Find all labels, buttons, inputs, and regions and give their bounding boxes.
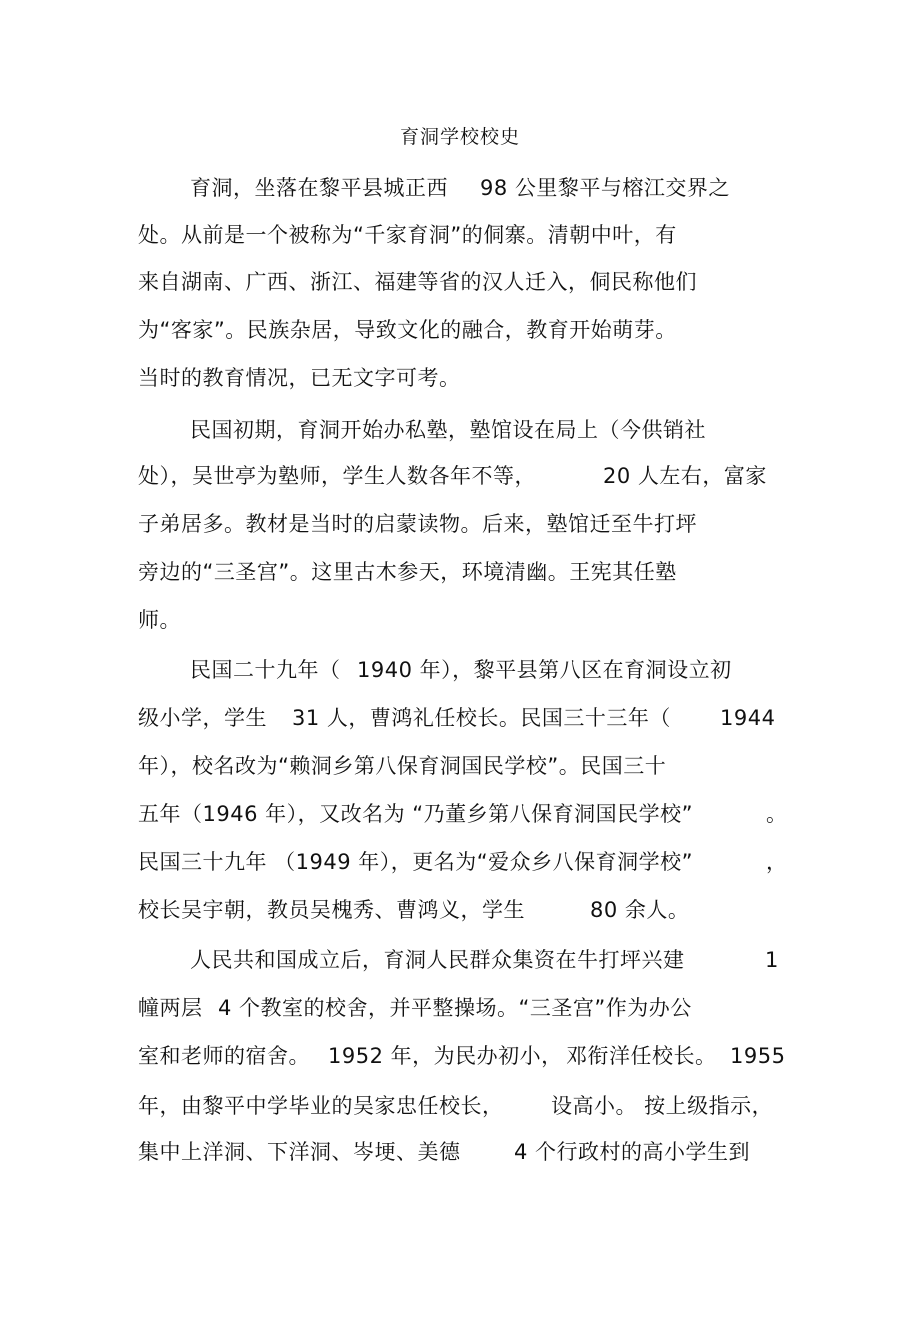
text-segment: 育洞，坐落在黎平县城正西 — [190, 176, 448, 200]
text-segment: 20 人左右，富家 — [603, 464, 767, 488]
text-line — [0, 886, 920, 934]
document-title: 育洞学校校史 — [399, 126, 520, 148]
text-segment: 级小学，学生 — [138, 706, 267, 730]
text-segment: 1955 — [730, 1044, 786, 1068]
text-segment: 集中上洋洞、下洋洞、岑埂、美德 — [138, 1140, 461, 1164]
text-line — [0, 452, 920, 500]
text-line — [0, 984, 920, 1032]
text-segment: 民国二十九年（ — [190, 658, 341, 682]
text-segment: 邓衔洋任校长。 — [566, 1044, 717, 1068]
text-line — [0, 1032, 920, 1080]
text-segment: 校长吴宇朝，教员吴槐秀、曹鸿义，学生 — [138, 898, 525, 922]
text-segment: 处），吴世亭为塾师，学生人数各年不等， — [138, 464, 536, 488]
text-segment: 1940 年），黎平县第八区在育洞设立初 — [357, 658, 732, 682]
text-segment: 室和老师的宿舍。 — [138, 1044, 310, 1068]
text-line — [0, 790, 920, 838]
text-line — [0, 742, 920, 790]
text-line — [0, 694, 920, 742]
text-line — [0, 354, 920, 402]
text-segment: 1944 — [720, 706, 776, 730]
text-line — [0, 258, 920, 306]
text-line — [0, 164, 920, 212]
text-segment: 1 — [765, 948, 779, 972]
text-segment: 旁边的“三圣宫”。这里古木参天，环境清幽。王宪其任塾 — [138, 560, 677, 584]
text-line — [0, 406, 920, 454]
text-line — [0, 936, 920, 984]
text-line — [0, 838, 920, 886]
text-segment: 子弟居多。教材是当时的启蒙读物。后来，塾馆迁至牛打坪 — [138, 512, 697, 536]
text-segment: 1952 年，为民办初小， — [328, 1044, 563, 1068]
text-segment: 当时的教育情况，已无文字可考。 — [138, 366, 461, 390]
text-line — [0, 1128, 920, 1176]
text-segment: 4 个行政村的高小学生到 — [514, 1140, 751, 1164]
text-line — [0, 306, 920, 354]
text-segment: 师。 — [138, 608, 181, 632]
text-segment: 民国三十九年 （1949 年），更名为“爱众乡八保育洞学校” — [138, 850, 694, 874]
text-segment: 幢两层 — [138, 996, 203, 1020]
text-segment: 设高小。 按上级指示， — [551, 1094, 774, 1118]
text-segment: 人民共和国成立后，育洞人民群众集资在牛打坪兴建 — [190, 948, 685, 972]
text-line — [0, 548, 920, 596]
text-line — [0, 596, 920, 644]
text-segment: 为“客家”。民族杂居，导致文化的融合，教育开始萌芽。 — [138, 318, 677, 342]
text-segment: 五年（1946 年），又改名为 “乃董乡第八保育洞国民学校” — [138, 802, 694, 826]
text-segment: 年，由黎平中学毕业的吴家忠任校长， — [138, 1094, 504, 1118]
text-segment: 民国初期，育洞开始办私塾，塾馆设在局上（今供销社 — [190, 418, 706, 442]
text-segment: 4 个教室的校舍，并平整操场。“三圣宫”作为办公 — [218, 996, 692, 1020]
text-line — [0, 500, 920, 548]
text-segment: ， — [766, 850, 788, 874]
text-line — [0, 1082, 920, 1130]
text-line — [0, 646, 920, 694]
text-segment: 来自湖南、广西、浙江、福建等省的汉人迁入，侗民称他们 — [138, 270, 697, 294]
text-segment: 年），校名改为“赖洞乡第八保育洞国民学校”。民国三十 — [138, 754, 667, 778]
text-segment: 处。从前是一个被称为“千家育洞”的侗寨。清朝中叶，有 — [138, 223, 677, 247]
text-segment: 80 余人。 — [590, 898, 690, 922]
text-segment: 31 人，曹鸿礼任校长。民国三十三年（ — [292, 706, 671, 730]
text-segment: 。 — [766, 802, 788, 826]
text-segment: 98 公里黎平与榕江交界之 — [480, 176, 730, 200]
text-line — [0, 211, 920, 259]
